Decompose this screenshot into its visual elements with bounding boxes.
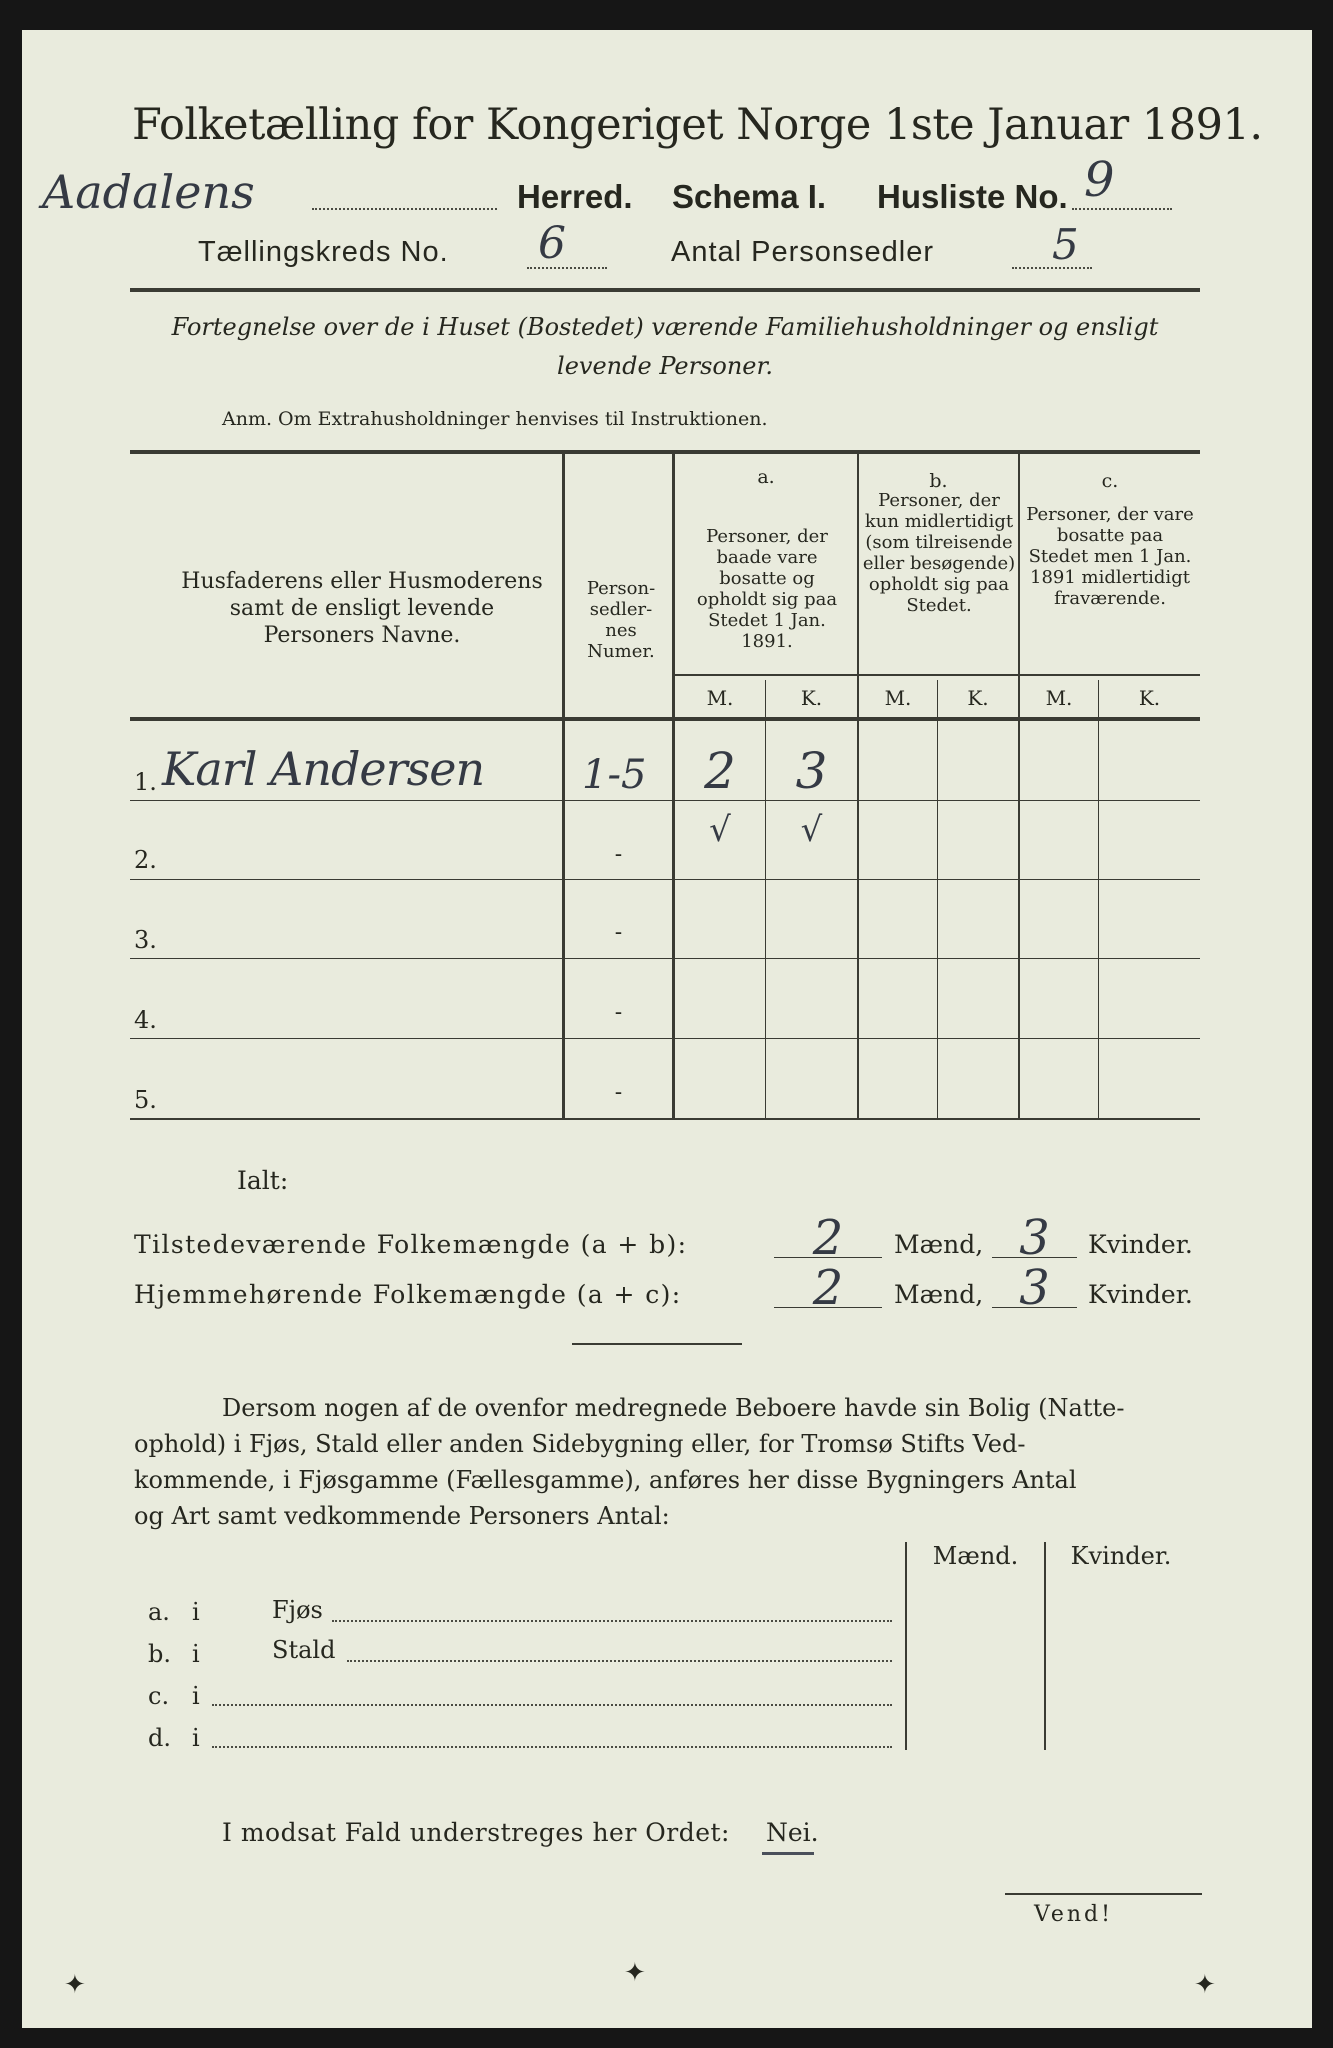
building-row-c-letter: c. [148, 1682, 170, 1710]
row-5-num: - [614, 1080, 623, 1105]
husliste-value: 9 [1084, 152, 1115, 208]
husliste-label: Husliste No. [877, 178, 1068, 215]
building-row-a-label: Fjøs [272, 1596, 323, 1624]
b-k-label: K. [967, 686, 989, 710]
row-3-num: - [614, 920, 623, 945]
vend-text: Vend! [1034, 1902, 1113, 1927]
row-1-name: Karl Andersen [162, 742, 485, 796]
census-form-page [22, 30, 1312, 2028]
building-row-b-dots [347, 1660, 892, 1662]
row-4-number: 4. [134, 1006, 157, 1034]
col-sep-b [1018, 454, 1020, 1118]
registration-mark-left: ✦ [64, 1970, 86, 2000]
kreds-value: 6 [538, 218, 566, 269]
buildings-paragraph-2: ophold) i Fjøs, Stald eller anden Sidebygning eller, for Tromsø Stifts Ved- [134, 1430, 1026, 1458]
kreds-label: Tællingskreds No. [198, 236, 449, 268]
intro-note: Anm. Om Extrahusholdninger henvises til Instruktionen. [222, 408, 768, 430]
registration-mark-center: ✦ [624, 1958, 646, 1988]
building-row-b-i: i [192, 1640, 200, 1668]
a-k-label: K. [800, 686, 823, 710]
tilstede-maend-label: Mænd, [894, 1230, 984, 1259]
buildings-sep-2 [1044, 1542, 1046, 1750]
col-sep-a [857, 454, 859, 1118]
col-a-header: Personer, der baade vare bosatte og opholdt sig paa Stedet 1 Jan. 1891. [696, 526, 838, 652]
row-1-number: 1. [134, 768, 157, 796]
buildings-sep-1 [905, 1542, 907, 1750]
personsedler-value: 5 [1052, 220, 1079, 269]
hjemme-maend: 2 [812, 1260, 844, 1316]
section-separator [572, 1343, 742, 1345]
a-m-label: M. [706, 686, 734, 710]
col-b-letter: b. [929, 470, 948, 492]
buildings-maend-header: Mænd. [932, 1542, 1019, 1570]
building-row-d-dots [212, 1746, 892, 1748]
buildings-paragraph-4: og Art samt vedkommende Personers Antal: [134, 1502, 670, 1530]
tilstede-kvinder-label: Kvinder. [1088, 1230, 1193, 1259]
row-3-line [130, 958, 1200, 959]
form-title: Folketælling for Kongeriget Norge 1ste Januar 1891. [132, 100, 1263, 150]
nei-word: Nei. [766, 1818, 819, 1847]
c-mk-sep [1098, 680, 1099, 1118]
col-name-header: Husfaderens eller Husmoderens samt de ensligt levende Personers Navne. [181, 569, 543, 648]
row-1-num: 1-5 [582, 752, 647, 798]
buildings-kvinder-header: Kvinder. [1070, 1542, 1172, 1570]
building-row-a-dots [332, 1620, 892, 1622]
building-row-a-i: i [192, 1598, 200, 1626]
b-mk-sep [937, 680, 938, 1118]
row-5-number: 5. [134, 1086, 157, 1114]
table-header-rule [130, 717, 1200, 721]
row-2-a-k-check: √ [800, 810, 823, 850]
buildings-paragraph-1: Dersom nogen af de ovenfor medregnede Beboere havde sin Bolig (Natte- [222, 1394, 1125, 1422]
building-row-d-letter: d. [148, 1724, 171, 1752]
c-k-label: K. [1138, 686, 1161, 710]
herred-value: Aadalens [42, 165, 255, 219]
nei-underline [762, 1852, 814, 1855]
hjemme-kvinder: 3 [1019, 1260, 1050, 1316]
col-c-header: Personer, der vare bosatte paa Stedet men 1 Jan. 1891 midlertidigt fraværende. [1026, 504, 1194, 609]
building-row-c-dots [212, 1704, 892, 1706]
row-4-num: - [614, 1000, 623, 1025]
husliste-dotted-line [1072, 208, 1172, 210]
row-4-line [130, 1038, 1200, 1039]
col-a-letter: a. [757, 466, 775, 488]
schema-label: Schema I. [672, 178, 827, 215]
tilstede-label: Tilstedeværende Folkemængde (a + b): [134, 1230, 688, 1259]
hjemme-label: Hjemmehørende Folkemængde (a + c): [134, 1280, 682, 1309]
col-c-letter: c. [1101, 470, 1119, 492]
row-2-line [130, 879, 1200, 880]
personsedler-label: Antal Personsedler [671, 236, 935, 268]
c-m-label: M. [1045, 686, 1073, 710]
table-top-rule [130, 450, 1200, 454]
col-num-header: Person-sedler-nes Numer. [586, 578, 656, 662]
hjemme-kvinder-label: Kvinder. [1088, 1280, 1193, 1309]
row-2-num: - [614, 842, 623, 867]
vend-rule [1005, 1893, 1202, 1895]
row-1-a-k: 3 [795, 742, 828, 800]
row-2-number: 2. [134, 846, 157, 874]
row-1-a-m: 2 [704, 742, 736, 800]
row-1-line [130, 800, 1200, 801]
intro-line-2: levende Personer. [557, 352, 773, 380]
ialt-label: Ialt: [237, 1166, 289, 1195]
registration-mark-right: ✦ [1194, 1970, 1216, 2000]
hjemme-maend-label: Mænd, [894, 1280, 984, 1309]
tilstede-kvinder: 3 [1019, 1210, 1050, 1266]
building-row-d-i: i [192, 1724, 200, 1752]
row-3-number: 3. [134, 926, 157, 954]
building-row-b-letter: b. [148, 1640, 171, 1668]
col-b-header: Personer, der kun midlertidigt (som tilreisende eller besøgende) opholdt sig paa Stedet. [862, 490, 1016, 616]
tilstede-maend: 2 [812, 1210, 844, 1266]
header-rule [130, 288, 1200, 292]
herred-dotted-line [312, 208, 497, 210]
table-bottom-rule [130, 1118, 1200, 1120]
intro-line-1: Fortegnelse over de i Huset (Bostedet) værende Familiehusholdninger og ensligt [171, 313, 1159, 341]
row-2-a-m-check: √ [709, 810, 731, 850]
building-row-a-letter: a. [148, 1598, 170, 1626]
modsat-text: I modsat Fald understreges her Ordet: [222, 1818, 730, 1847]
building-row-b-label: Stald [272, 1636, 336, 1664]
b-m-label: M. [884, 686, 912, 710]
building-row-c-i: i [192, 1682, 200, 1710]
mk-rule [672, 674, 1200, 676]
buildings-paragraph-3: kommende, i Fjøsgamme (Fællesgamme), anføres her disse Bygningers Antal [134, 1466, 1077, 1494]
herred-label: Herred. [517, 178, 633, 215]
